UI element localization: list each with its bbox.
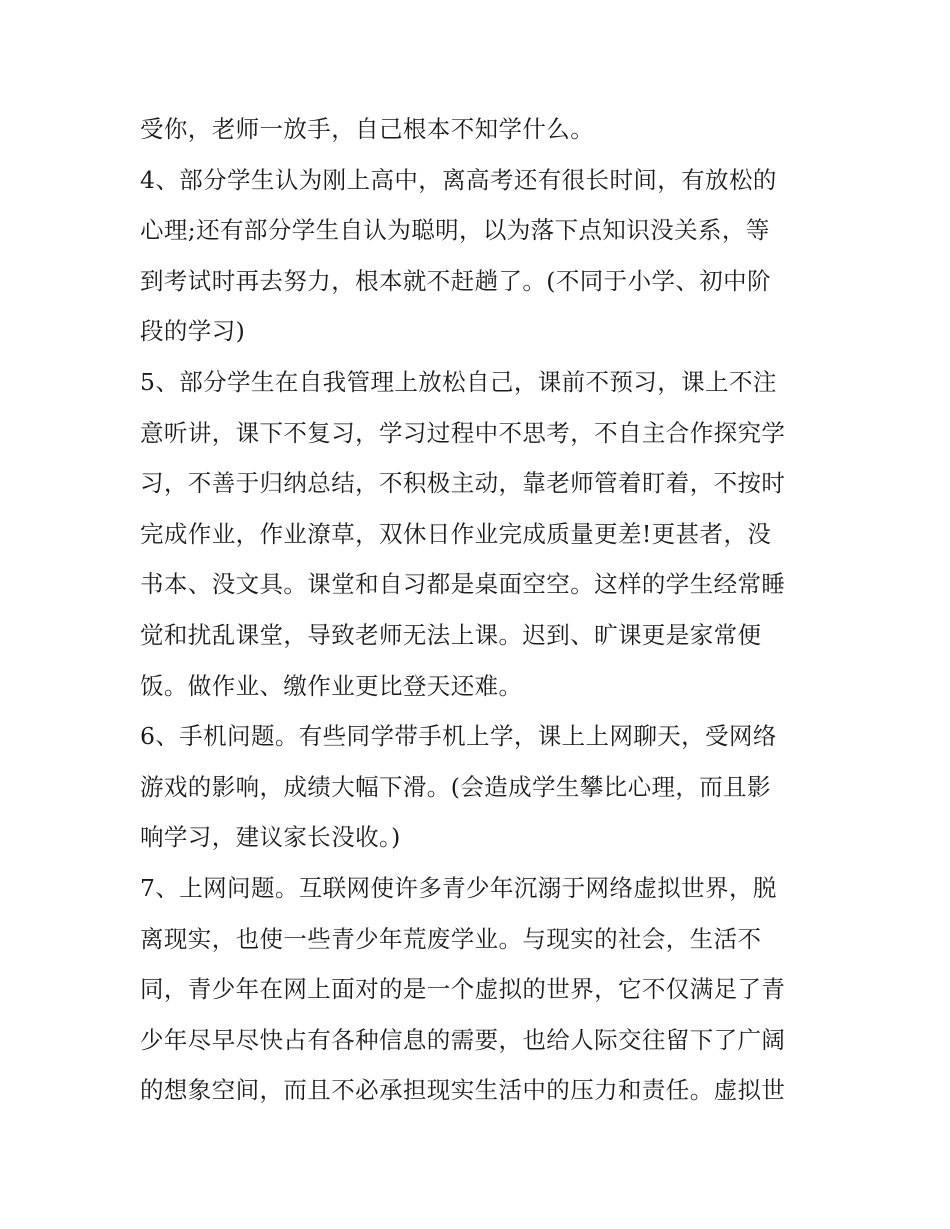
text-line: 意听讲，课下不复习，学习过程中不思考，不自主合作探究学 [140,418,786,447]
text-line: 7、上网问题。互联网使许多青少年沉溺于网络虚拟世界，脱 [140,873,777,902]
text-line: 4、部分学生认为刚上高中，离高考还有很长时间，有放松的 [140,165,777,194]
text-line: 离现实，也使一些青少年荒废学业。与现实的社会，生活不 [140,924,762,953]
text-line: 段的学习) [140,317,246,346]
text-line: 饭。做作业、缴作业更比登天还难。 [140,671,523,700]
text-line: 完成作业，作业潦草，双休日作业完成质量更差!更甚者，没 [140,519,772,548]
text-line: 游戏的影响，成绩大幅下滑。(会造成学生攀比心理，而且影 [140,772,771,801]
text-line: 6、手机问题。有些同学带手机上学，课上上网聊天，受网络 [140,722,777,751]
text-line: 书本、没文具。课堂和自习都是桌面空空。这样的学生经常睡 [140,570,786,599]
text-line: 同，青少年在网上面对的是一个虚拟的世界，它不仅满足了青 [140,975,786,1004]
text-line: 心理;还有部分学生自认为聪明，以为落下点知识没关系，等 [140,216,770,245]
text-line: 响学习，建议家长没收。) [140,823,401,852]
text-line: 5、部分学生在自我管理上放松自己，课前不预习，课上不注 [140,367,777,396]
text-line: 觉和扰乱课堂，导致老师无法上课。迟到、旷课更是家常便 [140,620,762,649]
text-line: 的想象空间，而且不必承担现实生活中的压力和责任。虚拟世 [140,1076,786,1105]
text-line: 少年尽早尽快占有各种信息的需要，也给人际交往留下了广阔 [140,1025,786,1054]
text-line: 习，不善于归纳总结，不积极主动，靠老师管着盯着，不按时 [140,469,786,498]
text-line: 受你，老师一放手，自己根本不知学什么。 [140,115,595,143]
text-line: 到考试时再去努力，根本就不赶趟了。(不同于小学、初中阶 [140,266,771,295]
body-text [140,104,820,1116]
